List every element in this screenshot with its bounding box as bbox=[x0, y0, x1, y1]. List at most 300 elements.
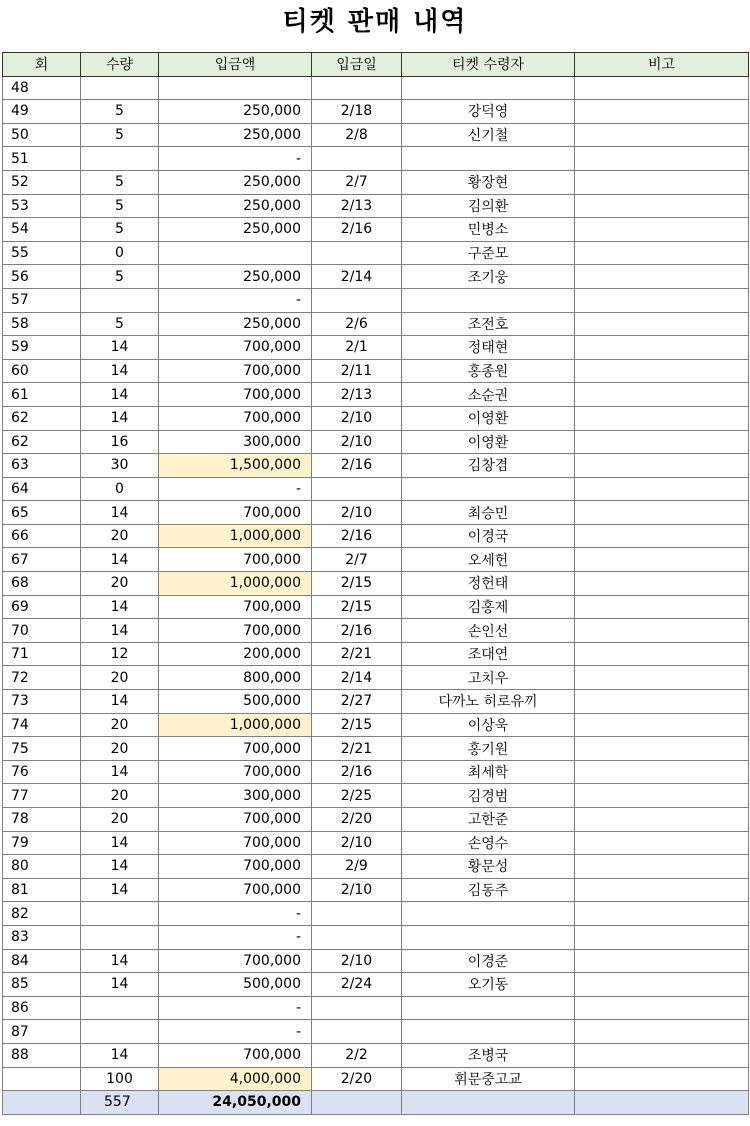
total-date bbox=[312, 1091, 402, 1115]
cell-qty: 20 bbox=[81, 666, 159, 690]
cell-amount: 500,000 bbox=[159, 973, 312, 997]
cell-recipient: 이경국 bbox=[402, 524, 575, 548]
header-note: 비고 bbox=[575, 53, 749, 77]
table-row bbox=[3, 359, 749, 383]
table-row bbox=[3, 808, 749, 832]
cell-note bbox=[575, 572, 749, 596]
cell-no: 52 bbox=[3, 170, 81, 194]
cell-note bbox=[575, 147, 749, 171]
cell-no: 53 bbox=[3, 194, 81, 218]
cell-date: 2/25 bbox=[312, 784, 402, 808]
table-row bbox=[3, 878, 749, 902]
cell-recipient: 최세학 bbox=[402, 760, 575, 784]
cell-amount: 250,000 bbox=[159, 312, 312, 336]
table-row bbox=[3, 406, 749, 430]
cell-qty: 20 bbox=[81, 713, 159, 737]
cell-date bbox=[312, 902, 402, 926]
table-row bbox=[3, 430, 749, 454]
cell-note bbox=[575, 949, 749, 973]
cell-no: 85 bbox=[3, 973, 81, 997]
cell-recipient: 다까노 히로유끼 bbox=[402, 690, 575, 714]
cell-no: 73 bbox=[3, 690, 81, 714]
cell-date: 2/6 bbox=[312, 312, 402, 336]
table-row bbox=[3, 666, 749, 690]
header-no: 회 bbox=[3, 53, 81, 77]
cell-no: 86 bbox=[3, 996, 81, 1020]
cell-amount: 300,000 bbox=[159, 430, 312, 454]
cell-no: 57 bbox=[3, 288, 81, 312]
cell-qty: 14 bbox=[81, 855, 159, 879]
table-row bbox=[3, 713, 749, 737]
cell-qty: 14 bbox=[81, 383, 159, 407]
table-row bbox=[3, 737, 749, 761]
table-row bbox=[3, 100, 749, 124]
cell-recipient: 이영환 bbox=[402, 406, 575, 430]
header-amount: 입금액 bbox=[159, 53, 312, 77]
table-row bbox=[3, 949, 749, 973]
cell-date bbox=[312, 925, 402, 949]
cell-amount: 700,000 bbox=[159, 855, 312, 879]
cell-no: 83 bbox=[3, 925, 81, 949]
cell-qty: 14 bbox=[81, 949, 159, 973]
table-row bbox=[3, 477, 749, 501]
total-no bbox=[3, 1091, 81, 1115]
cell-date: 2/1 bbox=[312, 336, 402, 360]
total-qty: 557 bbox=[81, 1091, 159, 1115]
cell-no: 84 bbox=[3, 949, 81, 973]
cell-qty: 12 bbox=[81, 642, 159, 666]
cell-note bbox=[575, 123, 749, 147]
cell-recipient bbox=[402, 477, 575, 501]
cell-date bbox=[312, 477, 402, 501]
cell-note bbox=[575, 406, 749, 430]
cell-amount: - bbox=[159, 925, 312, 949]
cell-date bbox=[312, 288, 402, 312]
cell-date: 2/7 bbox=[312, 548, 402, 572]
cell-qty: 14 bbox=[81, 760, 159, 784]
cell-recipient: 이경준 bbox=[402, 949, 575, 973]
cell-date bbox=[312, 1020, 402, 1044]
cell-recipient: 손영수 bbox=[402, 831, 575, 855]
cell-date: 2/15 bbox=[312, 595, 402, 619]
cell-no: 64 bbox=[3, 477, 81, 501]
cell-recipient: 김의환 bbox=[402, 194, 575, 218]
table-row bbox=[3, 996, 749, 1020]
cell-date: 2/8 bbox=[312, 123, 402, 147]
cell-qty: 14 bbox=[81, 359, 159, 383]
table-row bbox=[3, 218, 749, 242]
cell-qty: 14 bbox=[81, 1043, 159, 1067]
cell-no: 61 bbox=[3, 383, 81, 407]
cell-recipient: 김홍제 bbox=[402, 595, 575, 619]
cell-amount: - bbox=[159, 902, 312, 926]
cell-note bbox=[575, 430, 749, 454]
cell-qty: 0 bbox=[81, 477, 159, 501]
table-row bbox=[3, 831, 749, 855]
cell-no: 66 bbox=[3, 524, 81, 548]
cell-recipient: 신기철 bbox=[402, 123, 575, 147]
cell-qty bbox=[81, 1020, 159, 1044]
cell-note bbox=[575, 690, 749, 714]
cell-qty: 14 bbox=[81, 595, 159, 619]
cell-note bbox=[575, 170, 749, 194]
cell-amount: 500,000 bbox=[159, 690, 312, 714]
cell-amount: 250,000 bbox=[159, 218, 312, 242]
cell-note bbox=[575, 336, 749, 360]
cell-no: 74 bbox=[3, 713, 81, 737]
cell-date: 2/16 bbox=[312, 760, 402, 784]
cell-amount: 700,000 bbox=[159, 760, 312, 784]
cell-date: 2/15 bbox=[312, 572, 402, 596]
cell-qty: 20 bbox=[81, 737, 159, 761]
cell-qty: 5 bbox=[81, 170, 159, 194]
table-row bbox=[3, 1043, 749, 1067]
cell-no: 70 bbox=[3, 619, 81, 643]
table-row bbox=[3, 642, 749, 666]
cell-date: 2/16 bbox=[312, 218, 402, 242]
cell-amount: 700,000 bbox=[159, 878, 312, 902]
table-row bbox=[3, 760, 749, 784]
cell-note bbox=[575, 76, 749, 100]
cell-recipient: 김창겸 bbox=[402, 454, 575, 478]
cell-qty bbox=[81, 925, 159, 949]
cell-note bbox=[575, 831, 749, 855]
cell-qty: 14 bbox=[81, 336, 159, 360]
cell-amount: 700,000 bbox=[159, 831, 312, 855]
cell-qty: 14 bbox=[81, 878, 159, 902]
cell-note bbox=[575, 760, 749, 784]
cell-recipient: 고한준 bbox=[402, 808, 575, 832]
cell-no: 82 bbox=[3, 902, 81, 926]
cell-qty: 20 bbox=[81, 572, 159, 596]
cell-date: 2/13 bbox=[312, 194, 402, 218]
cell-date: 2/10 bbox=[312, 831, 402, 855]
cell-no: 51 bbox=[3, 147, 81, 171]
cell-amount: 250,000 bbox=[159, 265, 312, 289]
cell-recipient bbox=[402, 76, 575, 100]
cell-recipient: 정태현 bbox=[402, 336, 575, 360]
cell-note bbox=[575, 996, 749, 1020]
cell-note bbox=[575, 808, 749, 832]
cell-qty: 5 bbox=[81, 123, 159, 147]
cell-note bbox=[575, 1067, 749, 1091]
total-row bbox=[3, 1091, 749, 1115]
cell-note bbox=[575, 218, 749, 242]
table-row bbox=[3, 595, 749, 619]
cell-note bbox=[575, 312, 749, 336]
cell-note bbox=[575, 359, 749, 383]
cell-amount: 700,000 bbox=[159, 336, 312, 360]
cell-date: 2/13 bbox=[312, 383, 402, 407]
table-row bbox=[3, 336, 749, 360]
ticket-sales-table bbox=[2, 52, 749, 1115]
cell-note bbox=[575, 265, 749, 289]
cell-recipient: 황장현 bbox=[402, 170, 575, 194]
cell-amount: - bbox=[159, 1020, 312, 1044]
cell-date: 2/16 bbox=[312, 619, 402, 643]
cell-qty bbox=[81, 902, 159, 926]
cell-qty bbox=[81, 288, 159, 312]
cell-no: 63 bbox=[3, 454, 81, 478]
cell-recipient: 정헌태 bbox=[402, 572, 575, 596]
cell-note bbox=[575, 100, 749, 124]
cell-date: 2/2 bbox=[312, 1043, 402, 1067]
cell-amount: 700,000 bbox=[159, 501, 312, 525]
table-row bbox=[3, 76, 749, 100]
table-row bbox=[3, 383, 749, 407]
cell-qty: 20 bbox=[81, 808, 159, 832]
cell-recipient: 최승민 bbox=[402, 501, 575, 525]
cell-no bbox=[3, 1067, 81, 1091]
cell-amount: - bbox=[159, 996, 312, 1020]
cell-date: 2/14 bbox=[312, 666, 402, 690]
table-row bbox=[3, 123, 749, 147]
cell-date bbox=[312, 76, 402, 100]
cell-amount: 250,000 bbox=[159, 194, 312, 218]
cell-no: 79 bbox=[3, 831, 81, 855]
cell-recipient: 이영환 bbox=[402, 430, 575, 454]
cell-qty bbox=[81, 147, 159, 171]
cell-note bbox=[575, 383, 749, 407]
cell-recipient: 오기동 bbox=[402, 973, 575, 997]
cell-amount: 1,500,000 bbox=[159, 454, 312, 478]
cell-note bbox=[575, 288, 749, 312]
table-row bbox=[3, 147, 749, 171]
cell-amount: 250,000 bbox=[159, 170, 312, 194]
cell-no: 69 bbox=[3, 595, 81, 619]
page-title: 티켓 판매 내역 bbox=[282, 7, 468, 37]
cell-no: 87 bbox=[3, 1020, 81, 1044]
cell-qty: 5 bbox=[81, 218, 159, 242]
total-recipient bbox=[402, 1091, 575, 1115]
cell-amount: 700,000 bbox=[159, 737, 312, 761]
table-row bbox=[3, 170, 749, 194]
cell-note bbox=[575, 477, 749, 501]
cell-recipient: 손인선 bbox=[402, 619, 575, 643]
cell-note bbox=[575, 194, 749, 218]
cell-no: 68 bbox=[3, 572, 81, 596]
cell-date: 2/21 bbox=[312, 737, 402, 761]
cell-date: 2/10 bbox=[312, 406, 402, 430]
cell-no: 49 bbox=[3, 100, 81, 124]
cell-date: 2/20 bbox=[312, 808, 402, 832]
cell-no: 50 bbox=[3, 123, 81, 147]
cell-qty: 14 bbox=[81, 973, 159, 997]
cell-date: 2/24 bbox=[312, 973, 402, 997]
cell-recipient: 고치우 bbox=[402, 666, 575, 690]
cell-date: 2/11 bbox=[312, 359, 402, 383]
cell-note bbox=[575, 241, 749, 265]
cell-note bbox=[575, 855, 749, 879]
cell-no: 65 bbox=[3, 501, 81, 525]
cell-qty: 14 bbox=[81, 619, 159, 643]
table-row bbox=[3, 241, 749, 265]
table-row bbox=[3, 925, 749, 949]
cell-amount: 700,000 bbox=[159, 1043, 312, 1067]
header-date: 입금일 bbox=[312, 53, 402, 77]
cell-date: 2/15 bbox=[312, 713, 402, 737]
table-row bbox=[3, 619, 749, 643]
cell-recipient: 홍종원 bbox=[402, 359, 575, 383]
cell-recipient: 이상욱 bbox=[402, 713, 575, 737]
cell-amount: 200,000 bbox=[159, 642, 312, 666]
cell-recipient: 민병소 bbox=[402, 218, 575, 242]
cell-qty: 14 bbox=[81, 690, 159, 714]
cell-date: 2/10 bbox=[312, 878, 402, 902]
cell-qty: 5 bbox=[81, 100, 159, 124]
cell-recipient: 조전호 bbox=[402, 312, 575, 336]
cell-note bbox=[575, 595, 749, 619]
cell-date: 2/7 bbox=[312, 170, 402, 194]
cell-no: 54 bbox=[3, 218, 81, 242]
cell-no: 55 bbox=[3, 241, 81, 265]
cell-no: 59 bbox=[3, 336, 81, 360]
cell-no: 88 bbox=[3, 1043, 81, 1067]
cell-no: 60 bbox=[3, 359, 81, 383]
total-amount: 24,050,000 bbox=[159, 1091, 312, 1115]
cell-recipient: 구준모 bbox=[402, 241, 575, 265]
table-row bbox=[3, 454, 749, 478]
header-qty: 수량 bbox=[81, 53, 159, 77]
cell-amount: 4,000,000 bbox=[159, 1067, 312, 1091]
cell-recipient: 김동주 bbox=[402, 878, 575, 902]
table-row bbox=[3, 902, 749, 926]
cell-amount: - bbox=[159, 147, 312, 171]
cell-date: 2/27 bbox=[312, 690, 402, 714]
cell-amount bbox=[159, 76, 312, 100]
cell-date: 2/18 bbox=[312, 100, 402, 124]
cell-amount: 800,000 bbox=[159, 666, 312, 690]
cell-date: 2/10 bbox=[312, 949, 402, 973]
cell-amount: 700,000 bbox=[159, 359, 312, 383]
cell-no: 62 bbox=[3, 430, 81, 454]
cell-amount: - bbox=[159, 288, 312, 312]
cell-note bbox=[575, 737, 749, 761]
cell-note bbox=[575, 713, 749, 737]
cell-amount: 700,000 bbox=[159, 808, 312, 832]
cell-qty: 100 bbox=[81, 1067, 159, 1091]
cell-recipient bbox=[402, 1020, 575, 1044]
header-row bbox=[3, 53, 749, 77]
cell-note bbox=[575, 524, 749, 548]
cell-date bbox=[312, 241, 402, 265]
cell-note bbox=[575, 902, 749, 926]
cell-qty bbox=[81, 76, 159, 100]
cell-no: 62 bbox=[3, 406, 81, 430]
cell-date bbox=[312, 147, 402, 171]
cell-date: 2/10 bbox=[312, 430, 402, 454]
cell-date bbox=[312, 996, 402, 1020]
cell-recipient bbox=[402, 288, 575, 312]
cell-qty: 0 bbox=[81, 241, 159, 265]
cell-recipient: 조병국 bbox=[402, 1043, 575, 1067]
table-row bbox=[3, 1067, 749, 1091]
cell-note bbox=[575, 619, 749, 643]
cell-recipient bbox=[402, 902, 575, 926]
cell-recipient: 조기웅 bbox=[402, 265, 575, 289]
table-row bbox=[3, 288, 749, 312]
cell-no: 78 bbox=[3, 808, 81, 832]
cell-date: 2/14 bbox=[312, 265, 402, 289]
cell-recipient: 강덕영 bbox=[402, 100, 575, 124]
cell-amount: 250,000 bbox=[159, 100, 312, 124]
cell-no: 81 bbox=[3, 878, 81, 902]
cell-amount bbox=[159, 241, 312, 265]
cell-qty: 14 bbox=[81, 406, 159, 430]
table-row bbox=[3, 855, 749, 879]
table-row bbox=[3, 194, 749, 218]
table-row bbox=[3, 973, 749, 997]
cell-no: 67 bbox=[3, 548, 81, 572]
cell-qty: 20 bbox=[81, 524, 159, 548]
cell-date: 2/21 bbox=[312, 642, 402, 666]
cell-note bbox=[575, 642, 749, 666]
total-note bbox=[575, 1091, 749, 1115]
cell-note bbox=[575, 784, 749, 808]
cell-note bbox=[575, 501, 749, 525]
cell-qty: 5 bbox=[81, 194, 159, 218]
cell-amount: - bbox=[159, 477, 312, 501]
cell-recipient: 조대연 bbox=[402, 642, 575, 666]
table-row bbox=[3, 690, 749, 714]
cell-no: 76 bbox=[3, 760, 81, 784]
table-row bbox=[3, 548, 749, 572]
table-row bbox=[3, 524, 749, 548]
cell-no: 58 bbox=[3, 312, 81, 336]
cell-qty: 5 bbox=[81, 312, 159, 336]
cell-note bbox=[575, 548, 749, 572]
cell-amount: 1,000,000 bbox=[159, 524, 312, 548]
cell-no: 77 bbox=[3, 784, 81, 808]
cell-note bbox=[575, 666, 749, 690]
table-row bbox=[3, 572, 749, 596]
cell-qty bbox=[81, 996, 159, 1020]
cell-recipient: 홍기원 bbox=[402, 737, 575, 761]
table-row bbox=[3, 1020, 749, 1044]
cell-no: 80 bbox=[3, 855, 81, 879]
cell-no: 75 bbox=[3, 737, 81, 761]
cell-date: 2/16 bbox=[312, 454, 402, 478]
cell-no: 72 bbox=[3, 666, 81, 690]
cell-no: 48 bbox=[3, 76, 81, 100]
cell-date: 2/20 bbox=[312, 1067, 402, 1091]
cell-amount: 250,000 bbox=[159, 123, 312, 147]
cell-note bbox=[575, 925, 749, 949]
cell-amount: 1,000,000 bbox=[159, 713, 312, 737]
cell-qty: 14 bbox=[81, 548, 159, 572]
table-row bbox=[3, 784, 749, 808]
table-row bbox=[3, 265, 749, 289]
table-row bbox=[3, 312, 749, 336]
cell-recipient: 휘문중고교 bbox=[402, 1067, 575, 1091]
cell-amount: 700,000 bbox=[159, 548, 312, 572]
cell-no: 71 bbox=[3, 642, 81, 666]
cell-recipient: 김경범 bbox=[402, 784, 575, 808]
cell-date: 2/10 bbox=[312, 501, 402, 525]
table-row bbox=[3, 501, 749, 525]
cell-amount: 700,000 bbox=[159, 406, 312, 430]
cell-date: 2/9 bbox=[312, 855, 402, 879]
cell-qty: 20 bbox=[81, 784, 159, 808]
cell-amount: 1,000,000 bbox=[159, 572, 312, 596]
cell-qty: 14 bbox=[81, 501, 159, 525]
cell-amount: 700,000 bbox=[159, 949, 312, 973]
cell-note bbox=[575, 878, 749, 902]
cell-date: 2/16 bbox=[312, 524, 402, 548]
cell-qty: 14 bbox=[81, 831, 159, 855]
cell-recipient bbox=[402, 925, 575, 949]
cell-recipient: 소순권 bbox=[402, 383, 575, 407]
